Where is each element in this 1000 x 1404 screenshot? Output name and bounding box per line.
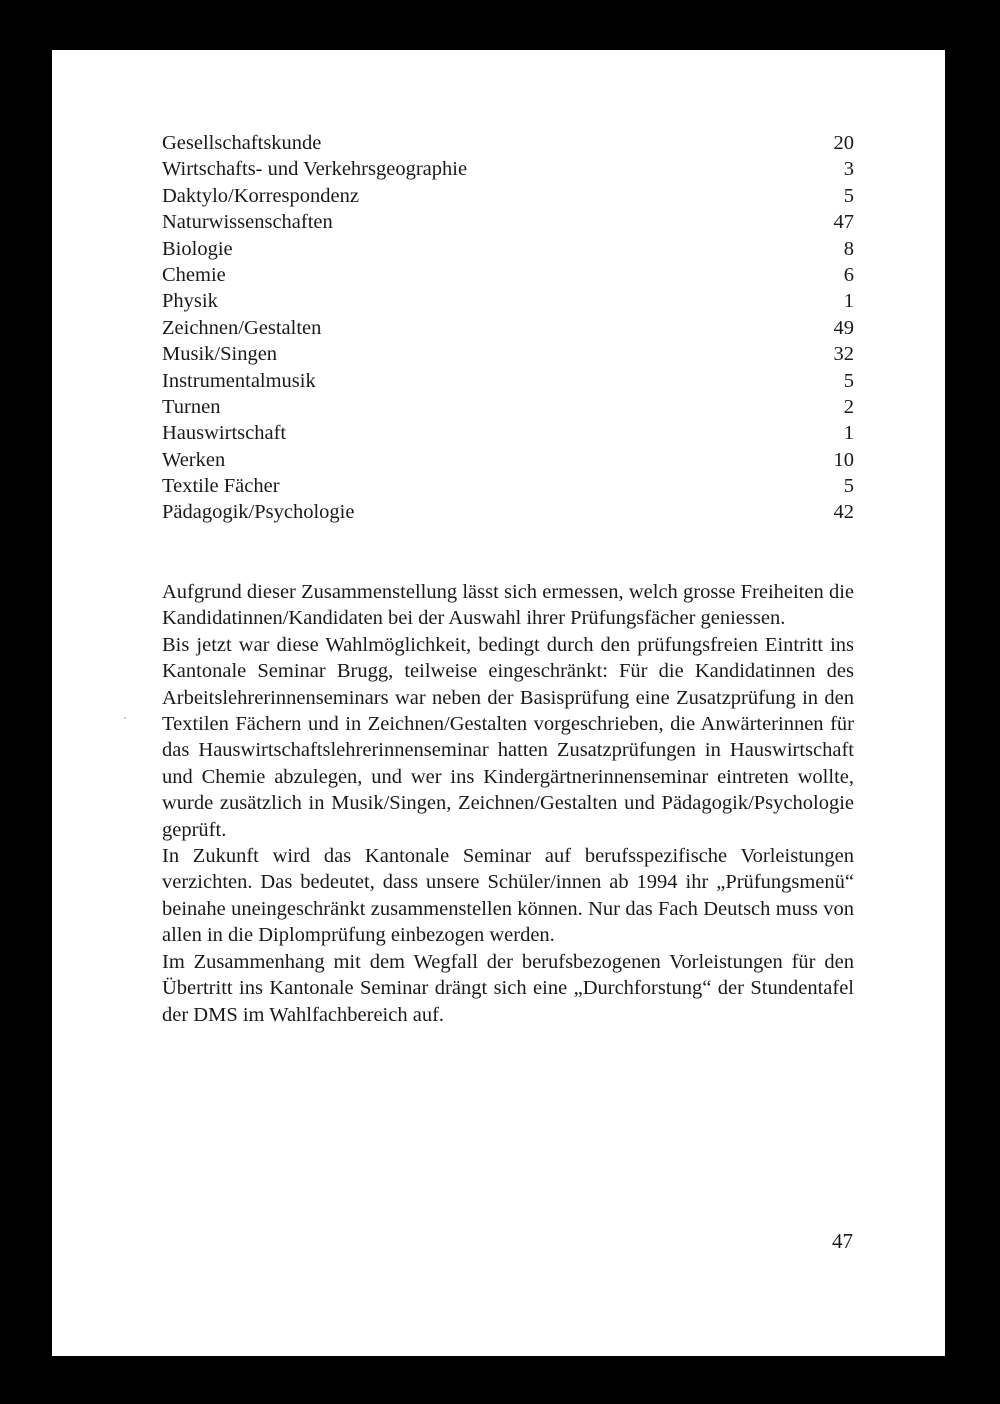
subject-count: 8 — [843, 237, 854, 260]
subject-count: 1 — [843, 290, 854, 313]
table-row — [162, 394, 854, 420]
table-row — [162, 499, 854, 525]
subject-name: Musik/Singen — [162, 343, 278, 366]
subject-name: Physik — [162, 290, 218, 313]
subject-count: 5 — [843, 475, 854, 498]
subject-name: Biologie — [162, 237, 233, 260]
subject-count: 5 — [843, 184, 854, 207]
subject-count: 5 — [843, 369, 854, 392]
subject-count: 42 — [833, 501, 854, 524]
subject-name: Instrumentalmusik — [162, 369, 316, 392]
table-row — [162, 183, 854, 209]
subject-count: 2 — [843, 395, 854, 418]
body-text — [162, 579, 854, 1028]
subject-name: Chemie — [162, 263, 226, 286]
scan-speck — [124, 717, 126, 719]
subject-name: Wirtschafts- und Verkehrsgeographie — [162, 158, 468, 181]
table-row — [162, 156, 854, 182]
subject-count: 47 — [833, 211, 854, 234]
paragraph: Bis jetzt war diese Wahlmöglichkeit, bedingt durch den prüfungsfreien Eintritt ins Kantonale Seminar Brugg, teilweise eingeschränkt: Für die Kandidatinnen des Arbeitslehrerinnenseminars war neben der Basisprüfung eine Zusatzprüfung in den Textilen Fächern und in Zeichnen/Gestalten vorgeschrieben, die Anwärterinnen für das Hauswirtschaftslehrerinnenseminar hatten Zusatzprüfungen in Hauswirtschaft und Chemie abzulegen, und wer ins Kindergärtnerinnenseminar eintreten wollte, wurde zusätzlich in Musik/Singen, Zeichnen/Gestalten und Pädagogik/Psychologie geprüft. — [162, 633, 854, 841]
table-row — [162, 315, 854, 341]
subject-name: Hauswirtschaft — [162, 422, 287, 445]
table-row — [162, 341, 854, 367]
subject-count-table — [162, 130, 854, 526]
subject-count: 10 — [833, 448, 854, 471]
paragraph: In Zukunft wird das Kantonale Seminar auf berufsspezifische Vorleistungen verzichten. Das bedeutet, dass unsere Schüler/innen ab 1994 ihr „Prüfungsmenü“ beinahe uneingeschränkt zusammenstellen können. Nur das Fach Deutsch muss von allen in die Diplomprüfung einbezogen werden. — [162, 845, 854, 947]
paragraph: Im Zusammenhang mit dem Wegfall der berufsbezogenen Vorleistungen für den Übertritt ins Kantonale Seminar drängt sich eine „Durchforstung“ der Stundentafel der DMS im Wahlfachbereich auf. — [162, 950, 854, 1026]
subject-count: 32 — [833, 343, 854, 366]
subject-name: Textile Fächer — [162, 475, 280, 498]
subject-name: Pädagogik/Psychologie — [162, 501, 355, 524]
document-page — [52, 50, 945, 1356]
subject-name: Turnen — [162, 395, 221, 418]
subject-name: Werken — [162, 448, 226, 471]
table-row — [162, 447, 854, 473]
subject-name: Daktylo/Korrespondenz — [162, 184, 359, 207]
table-row — [162, 262, 854, 288]
subject-name: Zeichnen/Gestalten — [162, 316, 322, 339]
table-row — [162, 130, 854, 156]
table-row — [162, 209, 854, 235]
table-row — [162, 473, 854, 499]
page-number: 47 — [832, 1229, 853, 1253]
table-row — [162, 368, 854, 394]
table-row — [162, 420, 854, 446]
subject-name: Naturwissenschaften — [162, 211, 333, 234]
subject-count: 3 — [843, 158, 854, 181]
paragraph: Aufgrund dieser Zusammenstellung lässt sich ermessen, welch grosse Freiheiten die Kandidatinnen/Kandidaten bei der Auswahl ihrer Prüfungsfächer geniessen. — [162, 581, 854, 630]
subject-count: 49 — [833, 316, 854, 339]
table-row — [162, 288, 854, 314]
subject-name: Gesellschaftskunde — [162, 132, 322, 154]
subject-count: 6 — [843, 263, 854, 286]
table-row — [162, 236, 854, 262]
subject-count: 1 — [843, 422, 854, 445]
subject-count: 20 — [833, 132, 854, 154]
